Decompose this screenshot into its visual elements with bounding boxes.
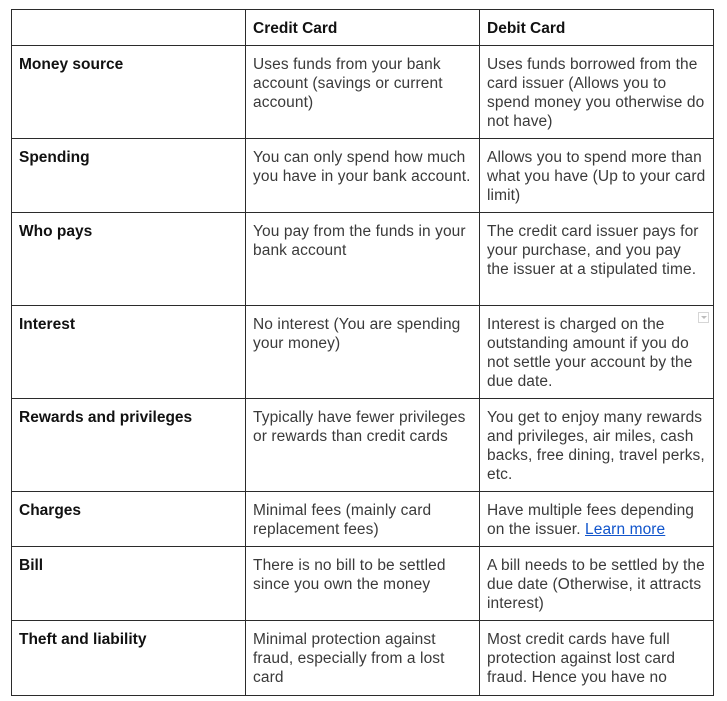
table-row [12,46,714,139]
row-label[interactable]: Money source [12,46,246,139]
table-row [12,139,714,213]
table-cell[interactable]: You can only spend how much you have in your bank account. [246,139,480,213]
table-row [12,306,714,399]
table-row [12,213,714,306]
table-cell[interactable]: You pay from the funds in your bank account [246,213,480,306]
row-label[interactable]: Who pays [12,213,246,306]
header-cell-blank[interactable] [12,10,246,46]
row-label[interactable]: Rewards and privileges [12,399,246,492]
table-cell[interactable]: Uses funds from your bank account (savings or current account) [246,46,480,139]
row-label[interactable]: Theft and liability [12,621,246,696]
row-label[interactable]: Charges [12,492,246,547]
dropdown-arrow-icon[interactable] [698,312,709,323]
table-cell[interactable]: There is no bill to be settled since you own the money [246,547,480,621]
table-cell[interactable]: Typically have fewer privileges or rewards than credit cards [246,399,480,492]
table-cell[interactable]: A bill needs to be settled by the due date (Otherwise, it attracts interest) [480,547,714,621]
cell-text: Have multiple fees depending on the issuer. [487,502,695,538]
comparison-table [11,9,714,696]
row-label[interactable]: Bill [12,547,246,621]
table-cell[interactable]: You get to enjoy many rewards and privileges, air miles, cash backs, free dining, travel perks, etc. [480,399,714,492]
header-cell-credit-card[interactable]: Credit Card [246,10,480,46]
table-cell[interactable]: Minimal protection against fraud, especially from a lost card [246,621,480,696]
table-cell[interactable] [480,306,714,399]
table-cell[interactable]: Uses funds borrowed from the card issuer (Allows you to spend money you otherwise do not have) [480,46,714,139]
table-row [12,547,714,621]
table-cell[interactable]: Most credit cards have full protection against lost card fraud. Hence you have no [480,621,714,696]
cell-text: Interest is charged on the outstanding amount if you do not settle your account by the due date. [487,316,693,390]
table-cell[interactable]: Allows you to spend more than what you have (Up to your card limit) [480,139,714,213]
row-label[interactable]: Spending [12,139,246,213]
table-row [12,492,714,547]
table-cell[interactable]: No interest (You are spending your money) [246,306,480,399]
table-cell[interactable]: The credit card issuer pays for your purchase, and you pay the issuer at a stipulated time. [480,213,714,306]
learn-more-link[interactable]: Learn more [585,521,666,538]
table-header-row [12,10,714,46]
header-cell-debit-card[interactable]: Debit Card [480,10,714,46]
row-label[interactable]: Interest [12,306,246,399]
table-cell[interactable]: Minimal fees (mainly card replacement fees) [246,492,480,547]
table-row [12,621,714,696]
table-cell[interactable] [480,492,714,547]
table-row [12,399,714,492]
